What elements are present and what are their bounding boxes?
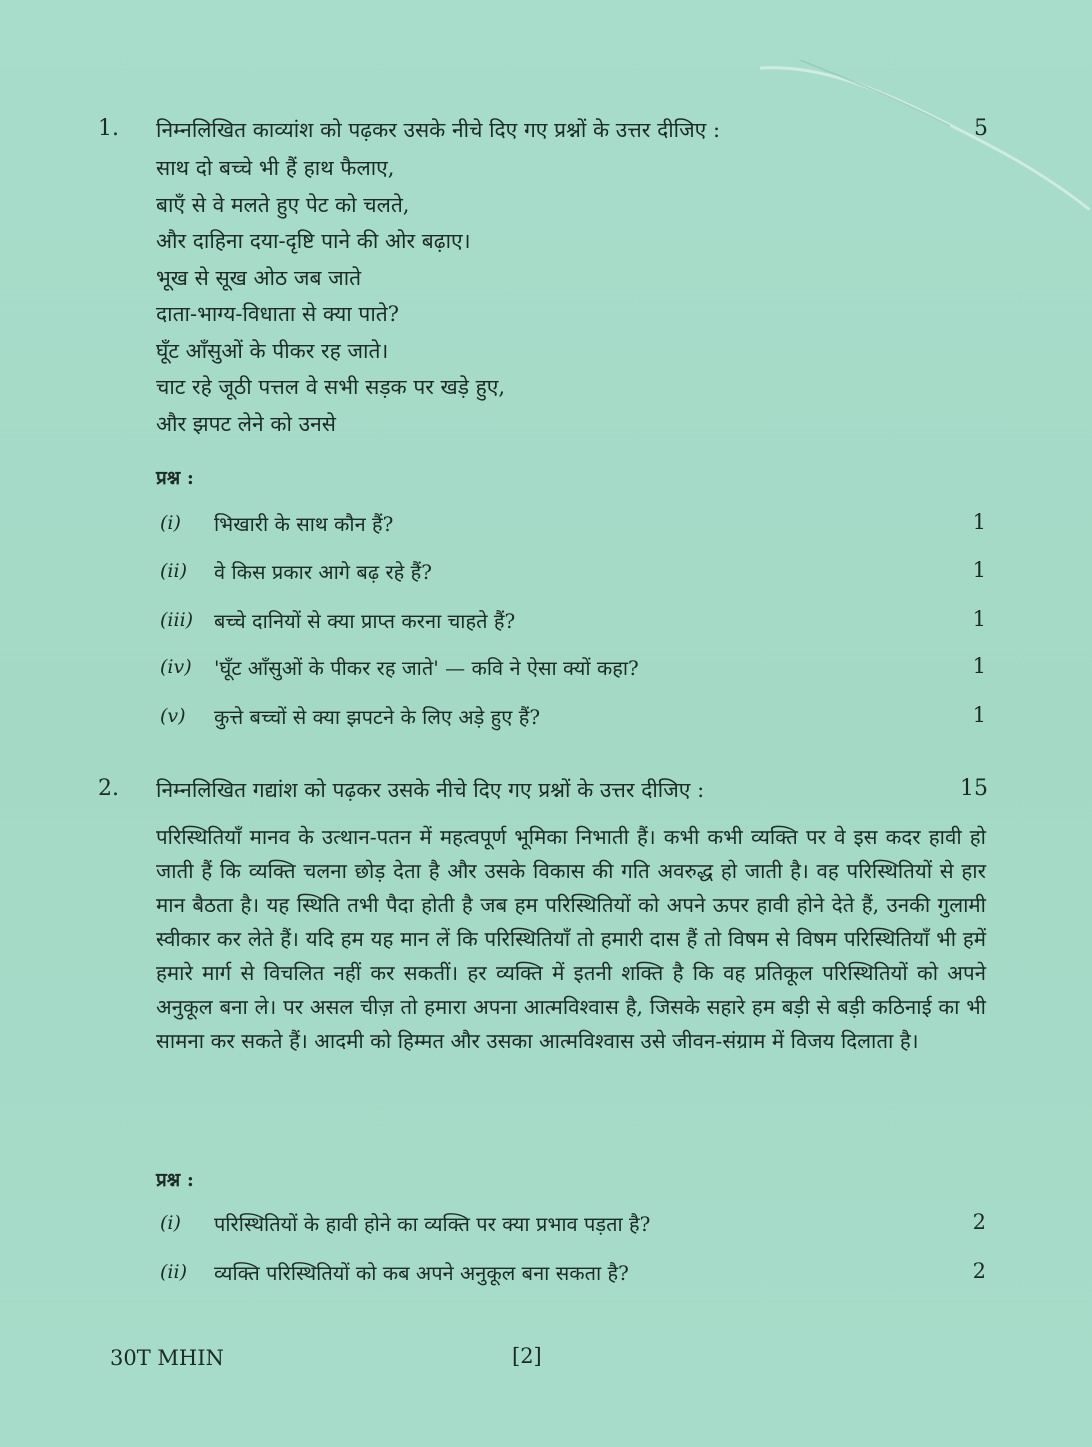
- prose-passage: परिस्थितियाँ मानव के उत्थान-पतन में महत्वपूर्ण भूमिका निभाती हैं। कभी कभी व्यक्ति पर वे इस कदर हावी हो जाती हैं कि व्यक्ति चलना छोड़ देता है और उसके विकास की गति अवरुद्ध हो जाती है। वह परिस्थितियों से हार मान बैठता है। यह स्थिति तभी पैदा होती है जब हम परिस्थितियों को अपने ऊपर हावी होने देते हैं, उनकी गुलामी स्वीकार कर लेते हैं। यदि हम यह मान लें कि परिस्थितियाँ तो हमारी दास हैं तो विषम से विषम परिस्थितियाँ भी हमें हमारे मार्ग से विचलित नहीं कर सकतीं। हर व्यक्ति में इतनी शक्ति है कि वह प्रतिकूल परिस्थितियों को अपने अनुकूल बना ले। पर असल चीज़ तो हमारा अपना आत्मविश्वास है, जिसके सहारे हम बड़ी से बड़ी कठिनाई का भी सामना कर सकते हैं। आदमी को हिम्मत और उसका आत्मविश्वास उसे जीवन-संग्राम में विजय दिलाता है।: [156, 825, 986, 1053]
- sub-question-number: (iv): [160, 656, 192, 678]
- poem-line: और दाहिना दया-दृष्टि पाने की ओर बढ़ाए।: [156, 229, 471, 253]
- question-number: 1.: [98, 116, 119, 141]
- sub-question-text: परिस्थितियों के हावी होने का व्यक्ति पर क्या प्रभाव पड़ता है?: [214, 1212, 651, 1236]
- question-marks: 5: [974, 116, 988, 141]
- paper-code: 30T MHIN: [110, 1346, 224, 1370]
- questions-heading: प्रश्न :: [156, 1169, 194, 1191]
- sub-question-marks: 1: [972, 558, 986, 582]
- sub-question-text: 'घूँट आँसुओं के पीकर रह जाते' — कवि ने ऐसा क्यों कहा?: [214, 656, 639, 680]
- question-instruction: निम्नलिखित काव्यांश को पढ़कर उसके नीचे दिए गए प्रश्नों के उत्तर दीजिए :: [156, 118, 721, 142]
- paper-fold-crease: [760, 60, 1090, 210]
- sub-question-text: व्यक्ति परिस्थितियों को कब अपने अनुकूल बना सकता है?: [214, 1261, 629, 1285]
- sub-question-text: बच्चे दानियों से क्या प्राप्त करना चाहते हैं?: [214, 609, 516, 633]
- sub-question-text: कुत्ते बच्चों से क्या झपटने के लिए अड़े हुए हैं?: [214, 705, 541, 729]
- sub-question-marks: 1: [972, 654, 986, 678]
- poem-line: साथ दो बच्चे भी हैं हाथ फैलाए,: [156, 156, 395, 180]
- question-marks: 15: [960, 776, 988, 801]
- sub-question: [156, 1259, 986, 1289]
- poem-line: घूँट आँसुओं के पीकर रह जाते।: [156, 338, 389, 363]
- sub-question-number: (ii): [160, 1261, 187, 1283]
- poem-line: बाएँ से वे मलते हुए पेट को चलते,: [156, 192, 410, 217]
- sub-question-number: (i): [160, 512, 181, 534]
- sub-question: [156, 703, 986, 733]
- sub-question: [156, 1210, 986, 1240]
- sub-question-number: (i): [160, 1212, 181, 1234]
- sub-question-marks: 2: [972, 1259, 986, 1283]
- sub-question: [156, 654, 986, 684]
- poem-line: दाता-भाग्य-विधाता से क्या पाते?: [156, 302, 400, 326]
- poem-line: चाट रहे जूठी पत्तल वे सभी सड़क पर खड़े हुए,: [156, 375, 506, 399]
- sub-question-number: (iii): [160, 609, 194, 631]
- sub-question-marks: 1: [972, 703, 986, 727]
- sub-question: [156, 607, 986, 637]
- question-instruction: निम्नलिखित गद्यांश को पढ़कर उसके नीचे दिए गए प्रश्नों के उत्तर दीजिए :: [156, 778, 705, 802]
- sub-question-marks: 1: [972, 510, 986, 534]
- page-number: [2]: [512, 1344, 542, 1368]
- questions-heading: प्रश्न :: [156, 467, 194, 489]
- sub-question-number: (v): [160, 705, 186, 727]
- sub-question-text: वे किस प्रकार आगे बढ़ रहे हैं?: [214, 560, 432, 584]
- sub-question: [156, 558, 986, 588]
- sub-question-number: (ii): [160, 560, 187, 582]
- poem-extract: [156, 150, 505, 442]
- sub-question: [156, 510, 986, 540]
- sub-question-text: भिखारी के साथ कौन हैं?: [214, 512, 394, 536]
- sub-question-marks: 2: [972, 1210, 986, 1234]
- sub-question-marks: 1: [972, 607, 986, 631]
- poem-line: भूख से सूख ओठ जब जाते: [156, 265, 362, 290]
- question-number: 2.: [98, 776, 119, 801]
- poem-line: और झपट लेने को उनसे: [156, 411, 336, 436]
